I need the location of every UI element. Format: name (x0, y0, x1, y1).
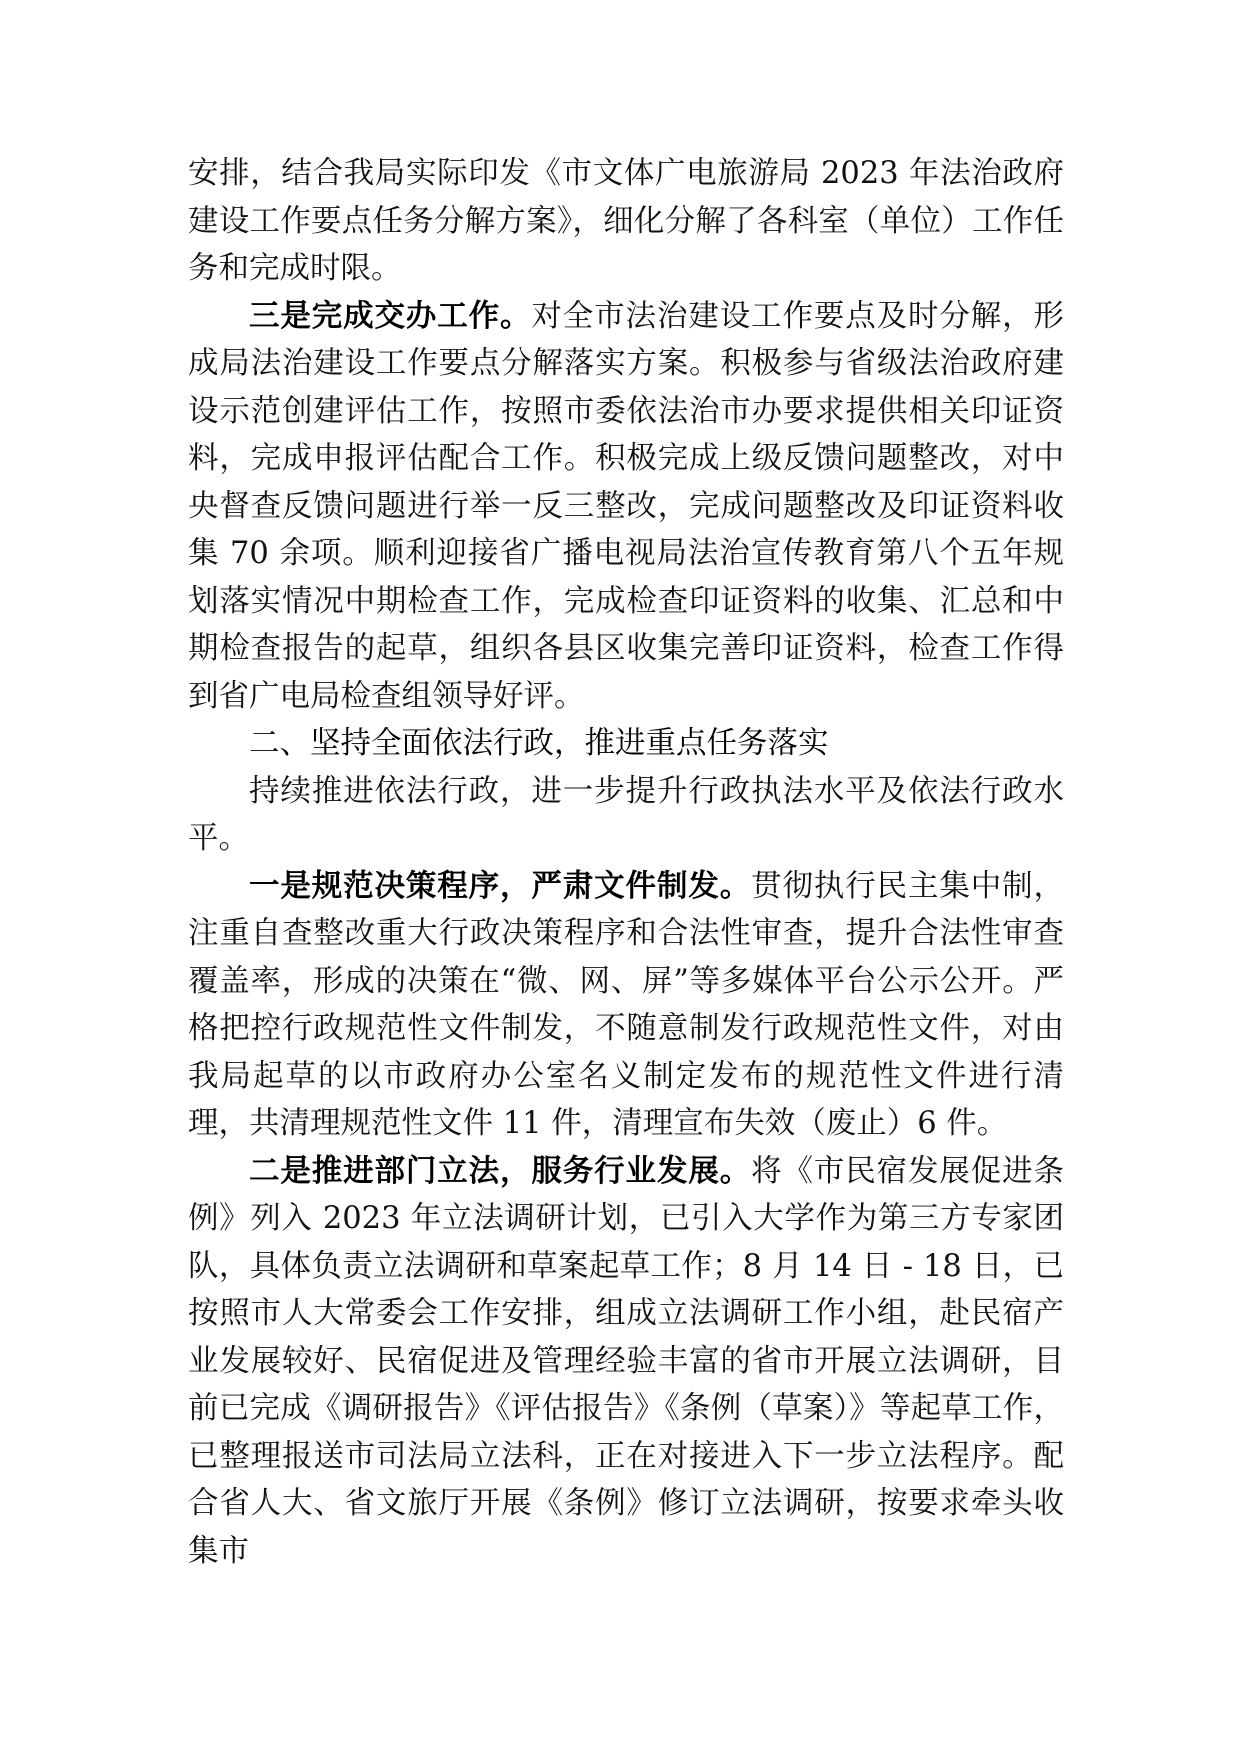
paragraph-text: 贯彻执行民主集中制，注重自查整改重大行政决策程序和合法性审查，提升合法性审查覆盖率，形成的决策在“微、网、屏”等多媒体平台公示公开。严格把控行政规范性文件制发，不随意制发行政规范性文件，对由我局起草的以市政府办公室名义制定发布的规范性文件进行清理，共清理规范性文件 11 件，清理宣布失效（废止）6 件。 (188, 868, 1065, 1141)
paragraph-text: 对全市法治建设工作要点及时分解，形成局法治建设工作要点分解落实方案。积极参与省级法治政府建设示范创建评估工作，按照市委依法治市办要求提供相关印证资料，完成申报评估配合工作。积极完成上级反馈问题整改，对中央督查反馈问题进行举一反三整改，完成问题整改及印证资料收集 70 余项。顺利迎接省广播电视局法治宣传教育第八个五年规划落实情况中期检查工作，完成检查印证资料的收集、汇总和中期检查报告的起草，组织各县区收集完善印证资料，检查工作得到省广电局检查组领导好评。 (188, 298, 1065, 714)
paragraph-continuation (188, 150, 1064, 293)
paragraph-decision-procedure (188, 863, 1064, 1148)
paragraph-section-intro (188, 768, 1064, 863)
paragraph-text: 持续推进依法行政，进一步提升行政执法水平及依法行政水平。 (188, 773, 1064, 856)
paragraph-lead: 二是推进部门立法，服务行业发展。 (249, 1153, 752, 1189)
paragraph-text: 将《市民宿发展促进条例》列入 2023 年立法调研计划，已引入大学作为第三方专家团队，具体负责立法调研和草案起草工作；8 月 14 日 - 18 日，已按照市人大常委会工作安排，组成立法调研工作小组，赴民宿产业发展较好、民宿促进及管理经验丰富的省市开展立法调研，目前已完成《调研报告》《评估报告》《条例（草案）》等起草工作，已整理报送市司法局立法科，正在对接进入下一步立法程序。配合省人大、省文旅厅开展《条例》修订立法调研，按要求牵头收集市 (188, 1153, 1065, 1569)
paragraph-departmental-legislation (188, 1148, 1064, 1576)
paragraph-lead: 一是规范决策程序，严肃文件制发。 (249, 868, 752, 904)
paragraph-complete-assigned-work (188, 293, 1064, 721)
paragraph-lead: 三是完成交办工作。 (249, 298, 532, 334)
paragraph-text: 安排，结合我局实际印发《市文体广电旅游局 2023 年法治政府建设工作要点任务分解方案》，细化分解了各科室（单位）工作任务和完成时限。 (188, 156, 1064, 286)
document-body (188, 150, 1064, 1575)
section-heading: 二、坚持全面依法行政，推进重点任务落实 (249, 726, 829, 761)
